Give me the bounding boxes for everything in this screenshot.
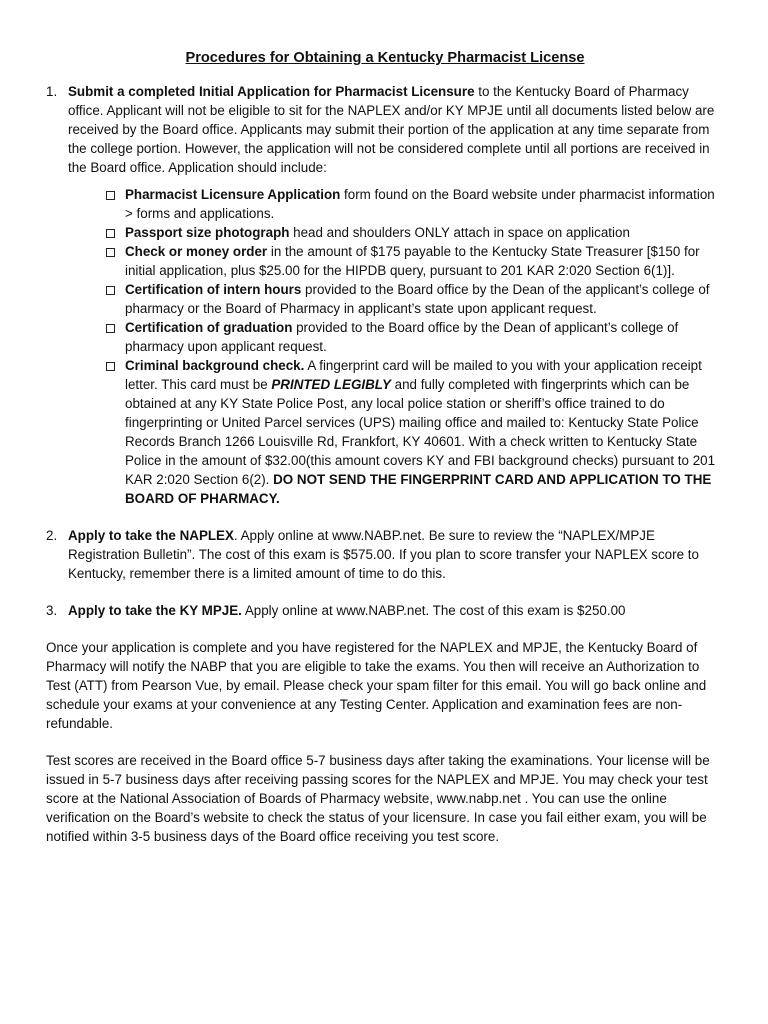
step-lead: Submit a completed Initial Application for Pharmacist Licensure (68, 84, 475, 99)
step-body (68, 601, 724, 620)
item-bold: Certification of intern hours (125, 282, 302, 297)
item-text: in the amount of $175 payable to the Kentucky State Treasurer [$150 for initial application, plus $25.00 for the HIPDB query, pursuant to 201 KAR 2:020 Section 6(1)]. (125, 244, 700, 278)
item-bold: Criminal background check. (125, 358, 305, 373)
step-1 (46, 82, 724, 508)
item-text: provided to the Board office by the Dean of applicant’s college of pharmacy upon applicant request. (125, 320, 679, 354)
checklist-item (106, 242, 724, 280)
item-bold: Certification of graduation (125, 320, 293, 335)
checkbox-square-icon (106, 248, 115, 257)
item-text: and fully completed with fingerprints which can be obtained at any KY State Police Post, any local police station or sheriff’s office trained to do fingerprinting or United Parcel services (UPS) mailing office and mailed to: Kentucky State Police Records Branch 1266 Louisville Rd, Frankfort, KY 40601. With a check written to Kentucky State Police in the amount of $32.00(this amount covers KY and FBI background checks) pursuant to 201 KAR 2:020 Section 6(2). (125, 377, 716, 487)
step-body (68, 526, 724, 583)
checkbox-square-icon (106, 229, 115, 238)
step-number: 1. (46, 84, 58, 99)
paragraph-exam-scheduling: Once your application is complete and you have registered for the NAPLEX and MPJE, the Kentucky Board of Pharmacy will notify the NABP that you are eligible to take the exams. You then will receive an Authorization to Test (ATT) from Pearson Vue, by email. Please check your spam filter for this email. You will go back online and schedule your exams at your convenience at any Testing Center. Application and examination fees are non-refundable. (46, 640, 707, 731)
item-text: provided to the Board office by the Dean of the applicant’s college of pharmacy or the Board of Pharmacy in applicant’s state upon applicant request. (125, 282, 710, 316)
paragraph-test-scores: Test scores are received in the Board office 5-7 business days after taking the examinations. Your license will be issued in 5-7 business days after receiving passing scores for the NAPLEX and MPJE. You may check your test score at the National Association of Boards of Pharmacy website, www.nabp.net . You can use the online verification on the Board’s website to check the status of your licensure. In case you fail either exam, you will be notified within 3-5 business days of the Board office receiving you test score. (46, 753, 710, 844)
checklist (68, 185, 724, 508)
checkbox-square-icon (106, 191, 115, 200)
checklist-item (106, 318, 724, 356)
step-number: 3. (46, 603, 58, 618)
item-bold: Check or money order (125, 244, 268, 259)
item-warning: DO NOT SEND THE FINGERPRINT CARD AND APPLICATION TO THE BOARD OF PHARMACY. (125, 472, 712, 506)
step-3 (46, 601, 724, 620)
item-text: form found on the Board website under pharmacist information > forms and applications. (125, 187, 715, 221)
step-2 (46, 526, 724, 583)
checkbox-square-icon (106, 324, 115, 333)
checkbox-square-icon (106, 286, 115, 295)
item-text: head and shoulders ONLY attach in space on application (289, 225, 630, 240)
item-bold: Pharmacist Licensure Application (125, 187, 341, 202)
step-lead: Apply to take the KY MPJE. (68, 603, 242, 618)
item-emphasis: PRINTED LEGIBLY (271, 377, 391, 392)
checkbox-square-icon (106, 362, 115, 371)
page-title: Procedures for Obtaining a Kentucky Pharmacist License (185, 50, 585, 66)
item-bold: Passport size photograph (125, 225, 290, 240)
step-text: . Apply online at www.NABP.net. Be sure to review the “NAPLEX/MPJE Registration Bulletin”. The cost of this exam is $575.00. If you plan to score transfer your NAPLEX score to Kentucky, remember there is a limited amount of time to do this. (68, 528, 699, 581)
checklist-item (106, 223, 724, 242)
item-text: A fingerprint card will be mailed to you with your application receipt letter. This card must be (125, 358, 702, 392)
step-number: 2. (46, 528, 58, 543)
checklist-item (106, 280, 724, 318)
step-text: Apply online at www.NABP.net. The cost of this exam is $250.00 (241, 603, 626, 618)
step-text: to the Kentucky Board of Pharmacy office. Applicant will not be eligible to sit for the NAPLEX and/or KY MPJE until all documents listed below are received by the Board office. Applicants may submit their portion of the application at any time separate from the college portion. However, the application will not be considered complete until all portions are received in the Board office. Application should include: (68, 84, 715, 175)
step-lead: Apply to take the NAPLEX (68, 528, 234, 543)
checklist-item (106, 356, 724, 508)
checklist-item (106, 185, 724, 223)
step-body (68, 82, 724, 508)
